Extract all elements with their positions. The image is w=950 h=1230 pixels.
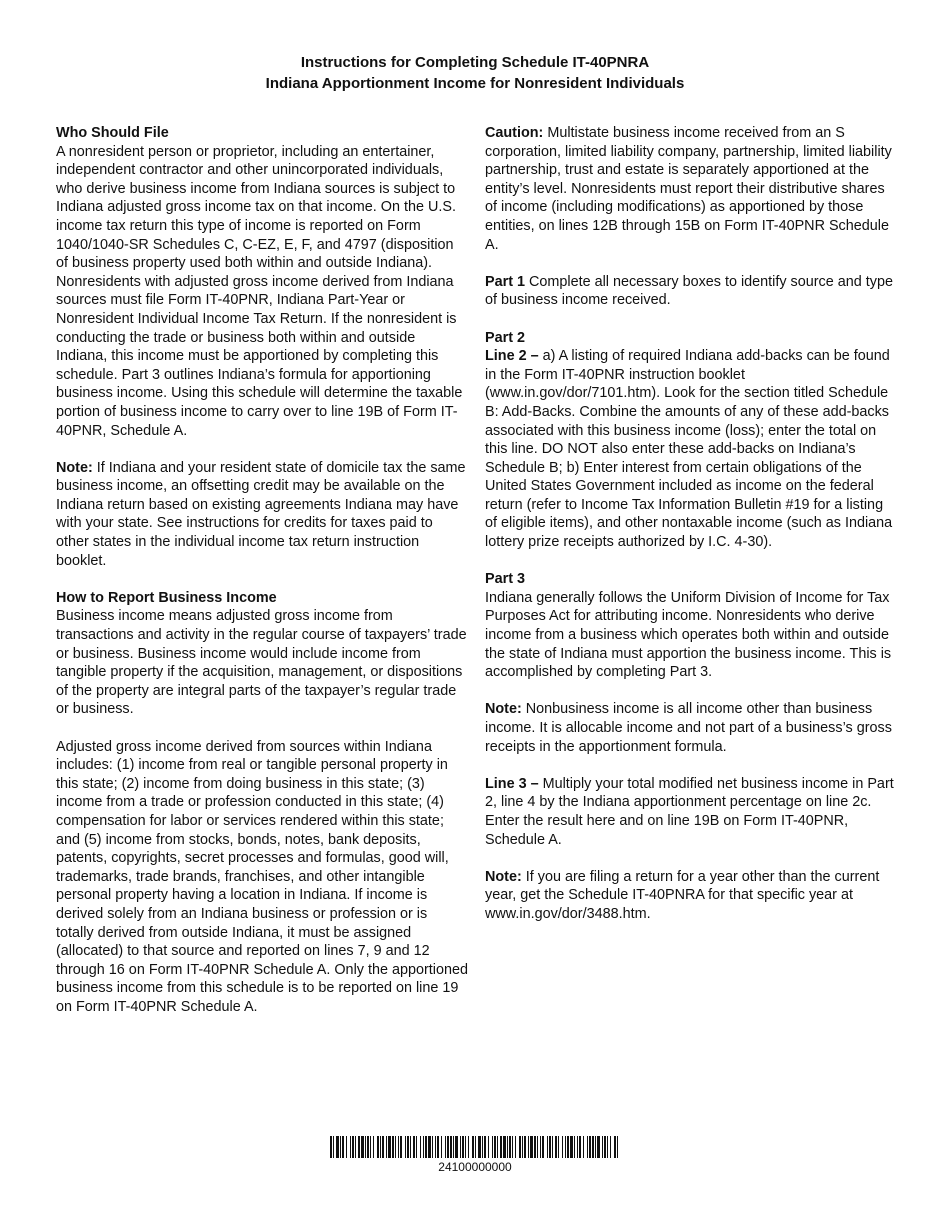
note-nonbusiness-body: Nonbusiness income is all income other than business income. It is allocable income and not part of a business’s gross receipts in the apportionment formula.	[485, 701, 892, 755]
note-label: Note:	[56, 459, 93, 476]
part-1-label: Part 1	[485, 273, 525, 290]
section-part-3	[485, 570, 895, 682]
line-3-label: Line 3 –	[485, 775, 539, 792]
note-label: Note:	[485, 868, 522, 885]
section-note-other-year	[485, 868, 895, 924]
line-2-label: Line 2 –	[485, 348, 539, 365]
right-column	[485, 124, 895, 942]
part-3-body: Indiana generally follows the Uniform Division of Income for Tax Purposes Act for attributing income. Nonresidents who derive income from a business which operates both within and outside the state of Indiana must apportion the business income. This is accomplished by completing Part 3.	[485, 589, 892, 681]
part-3-heading: Part 3	[485, 571, 525, 588]
section-note-credit	[56, 459, 468, 571]
caution-body: Multistate business income received from an S corporation, limited liability company, partnership, limited liability partnership, trust and estate is separately apportioned at the entity’s level. Nonresidents must report their distributive shares of income (including modifications) as apportioned by those entities, on lines 12B through 15B on Form IT-40PNR Schedule A.	[485, 125, 892, 253]
page-title	[0, 52, 950, 94]
section-part-1	[485, 273, 895, 310]
note-other-year-body: If you are filing a return for a year other than the current year, get the Schedule IT-40PNRA for that specific year at www.in.gov/dor/3488.htm.	[485, 868, 880, 922]
title-line-2: Indiana Apportionment Income for Nonresident Individuals	[265, 75, 685, 92]
section-part-2	[485, 329, 895, 552]
note-label: Note:	[485, 701, 522, 718]
how-to-report-heading: How to Report Business Income	[56, 589, 277, 606]
caution-label: Caution:	[485, 125, 544, 141]
section-note-nonbusiness	[485, 700, 895, 756]
part-2-heading: Part 2	[485, 329, 525, 346]
section-who-should-file	[56, 124, 468, 440]
section-agi-sources	[56, 738, 468, 1017]
barcode-number: 24100000000	[438, 1160, 512, 1174]
section-how-to-report	[56, 589, 468, 719]
line-2-body: a) A listing of required Indiana add-backs can be found in the Form IT-40PNR instruction booklet (www.in.gov/dor/7101.htm). Look for the section titled Schedule B: Add-Backs. Combine the amounts of any of these add-backs associated with this business income (loss); enter the total on this line. DO NOT also enter these add-backs on Indiana’s Schedule B; b) Enter interest from certain obligations of the United States Government included as income on the federal return (refer to Income Tax Information Bulletin #19 for a listing of eligible items), and other nontaxable income (such as Indiana lottery prize receipts authorized by I.C. 4-30).	[485, 348, 893, 551]
barcode-icon	[330, 1136, 620, 1158]
how-to-report-body: Business income means adjusted gross income from transactions and activity in the regular course of taxpayers’ trade or business. Business income would include income from tangible property if the acquisition, management, or dispositions of the property are integral parts of the taxpayer’s regular trade or business.	[56, 608, 467, 718]
left-column	[56, 124, 468, 1035]
section-caution	[485, 124, 895, 254]
note-credit-body: If Indiana and your resident state of domicile tax the same business income, an offsetting credit may be available on the Indiana return based on existing agreements Indiana may have with your state. See instructions for credits for taxes paid to other states in the individual income tax return instruction booklet.	[56, 459, 466, 569]
part-1-body: Complete all necessary boxes to identify source and type of business income received.	[485, 273, 893, 309]
who-should-file-body: A nonresident person or proprietor, including an entertainer, independent contractor and other unincorporated individuals, who derive business income from Indiana sources is subject to Indiana adjusted gross income tax on that income. On the U.S. income tax return this type of income is reported on Form 1040/1040-SR Schedules C, C-EZ, E, F, and 4797 (disposition of business property used both within and outside Indiana). Nonresidents with adjusted gross income derived from Indiana sources must file Form IT-40PNR, Indiana Part-Year or Nonresident Individual Income Tax Return. If the nonresident is conducting the trade or business both within and outside Indiana, this income must be apportioned by completing this schedule. Part 3 outlines Indiana’s formula for apportioning business income. Using this schedule will determine the taxable portion of business income to carry over to line 19B of Form IT-40PNR, Schedule A.	[56, 143, 463, 439]
who-should-file-heading: Who Should File	[56, 125, 169, 141]
line-3-body: Multiply your total modified net business income in Part 2, line 4 by the Indiana apportionment percentage on line 2c. Enter the result here and on line 19B on Form IT-40PNR, Schedule A.	[485, 775, 894, 848]
title-line-1: Instructions for Completing Schedule IT-40PNRA	[300, 54, 650, 71]
section-line-3	[485, 775, 895, 849]
agi-sources-body: Adjusted gross income derived from sources within Indiana includes: (1) income from real or tangible personal property in this state; (2) income from doing business in this state; (3) income from a trade or profession conducted in this state; (4) compensation for labor or services rendered within this state; and (5) income from stocks, bonds, notes, bank deposits, patents, copyrights, secret processes and formulas, good will, trademarks, trade brands, franchises, and other intangible personal property having a location in Indiana. If income is derived solely from an Indiana business or profession or is totally derived from outside Indiana, it must be assigned (allocated) to that source and reported on lines 7, 9 and 12 through 16 on Form IT-40PNR Schedule A. Only the apportioned business income from this schedule is to be reported on line 19 on Form IT-40PNR Schedule A.	[56, 738, 468, 1015]
